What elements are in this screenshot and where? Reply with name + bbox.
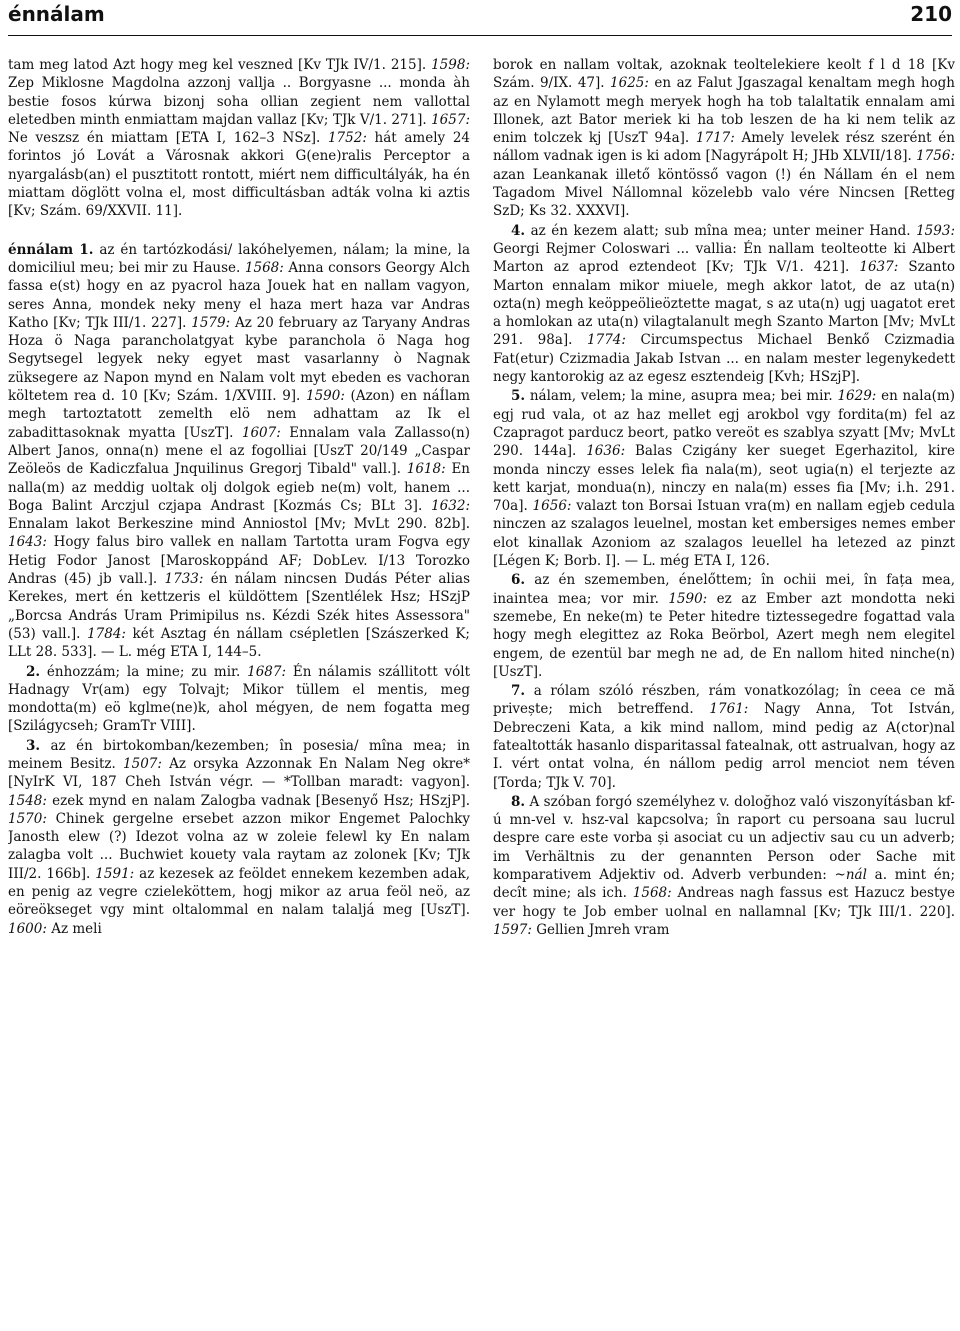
entry-text: En nalla(m) az meddig uoltak olj dolgok egieb ne(m) volt, hanem ... Boga Balint Arczjul czjapa Andrast [Kozmás Cs; BLt 3]. (8, 461, 470, 514)
sense-label: 6. (511, 572, 526, 589)
sense-label: 4. (511, 222, 526, 239)
entry-text: két Asztag én nállam csépletlen [Szászerked K; LLt 28. 533]. — L. még ETA I, 144–5. (8, 625, 470, 661)
citation-year: 1507: (123, 755, 162, 772)
citation-year: 1570: (8, 810, 47, 827)
entry-paragraph (493, 571, 955, 681)
entry-text: Az orsyka Azzonnak En Nalam Neg okre* [NyIrK VI, 187 Cheh István végr. — *Tollban maradt: vagyon]. (8, 755, 470, 791)
citation-year: 1591: (95, 865, 135, 882)
citation-year: 1637: (859, 259, 899, 276)
citation-year: 1657: (431, 111, 470, 128)
entry-paragraph (8, 663, 470, 736)
entry-text: valazt ton Borsai Istuan vra(m) en nallam egjeb cedula ninczen az szalagos leuelnel, mostan ket embersiges nemes ember elot kinallak Azoniom az szalagos leuellel ha letezed az pinzt [Légen K; Borb. I]. — L. még ETA I, 126. (493, 498, 955, 570)
entry-text: Balas Czigány ker sueget Egerhazitol, kire monda ninczy esses lelek fia nala(m), seot ugia(n) el terjezte az kett karjat, mondua(n), ninczy en nala(m) esses fia [Mv; i.h. 291. 70a]. (493, 443, 955, 515)
citation-year: 1752: (327, 130, 367, 147)
sense-label: 8. (511, 793, 526, 810)
citation-year: 1784: (87, 625, 126, 642)
entry-text: a rólam szóló részben, rám vonatkozólag; în ceea ce mă privește; mich betreffend. (493, 683, 955, 718)
entry-text: én nálam nincsen Dudás Péter alias Kerekes, mert én kettzeris el küldöttem [Szentlélek Hsz; HSzjP „Borcsa András Uram Primipilus ns. Kézdi Szék hites Assessora" (53) vall.]. (8, 571, 470, 642)
entry-paragraph (8, 241, 470, 662)
citation-year: 1597: (493, 921, 532, 938)
entry-paragraph (493, 682, 955, 792)
citation-year: 1632: (431, 497, 470, 514)
citation-year: 1590: (668, 590, 708, 607)
entry-text: Ne veszsz én miattam [ETA I, 162–3 NSz]. (8, 130, 328, 147)
entry-text: Én nálamis szállitott vólt Hadnagy Vr(am) egy Tolvajt; Mikor tüllem el mentis, meg mondotta(m) eö kglme(ne)k, ahol mégyen, de nem fogatta meg [Szilágycseh; GramTr VIII]. (8, 663, 470, 735)
citation-year: 1717: (695, 130, 735, 147)
entry-text: az én birtokomban/kezemben; în posesia/ mîna mea; in meinem Besitz. (8, 737, 470, 772)
citation-year: ~nál (834, 867, 867, 884)
sense-label: 2. (26, 663, 41, 680)
entry-text: A szóban forgó személyhez v. doloğhoz való viszonyításban kf-ú mn-vel v. hsz-val kapcsolva; în raport cu persoana sau lucrul despre care este vorba și asociat cu un adjectiv sau cu un adverb; im Verhältnis zu der genannten Person oder Sache mit komparativem Adjektiv od. Adverb verbunden: (493, 793, 955, 884)
entry-text: en nala(m) egj rud vala, ot az haz mellet egj arokbol vgy fordita(m) fel az Czapragot parducz beort, patko vereöt es szablya szyatt [Mv; MvLt 290. 144a]. (493, 388, 955, 460)
citation-year: 1756: (916, 148, 955, 165)
header-rule (8, 35, 952, 36)
entry-text: Amely levelek rész szerént én nállom vadnak igen is ki adom [Nagyrápolt H; JHb XLVII/18]. (493, 130, 955, 165)
citation-year: 1625: (610, 75, 649, 92)
entry-text: énhozzám; la mine; zu mir. (40, 663, 248, 680)
citation-year: 1598: (431, 57, 470, 73)
entry-text: hát amely 24 forintos jó Lovát a Városnak akkori G(ene)ralis Perceptor a nyargalásb(an) el pusztitott rontott, miért nem difficultályák, ha én miattam döglött volna el, most difficultásban adták volna ki aztis [Kv; Szám. 69/XXVII. 11]. (8, 130, 470, 220)
page-header (0, 0, 960, 30)
citation-year: 1629: (837, 388, 877, 405)
entry-text: Andreas nagh fassus est Hazucz bestye ver hogy te Job ember uolnal en nallamnal [Kv; TJk III/1. 220]. (493, 885, 955, 920)
entry-text: ezek mynd en nalam Zalogba vadnak [Besenyő Hsz; HSzjP]. (46, 792, 470, 809)
citation-year: 1568: (244, 259, 284, 276)
entry-text: Az meli (46, 920, 102, 937)
entry-text: tam meg latod Azt hogy meg kel veszned [Kv TJk IV/1. 215]. (8, 57, 432, 73)
citation-year: 1600: (8, 920, 47, 937)
entry-paragraph (8, 737, 470, 938)
citation-year: 1593: (916, 222, 955, 239)
citation-year: 1656: (532, 498, 572, 515)
sense-label: énnálam 1. (8, 241, 94, 258)
citation-year: 1548: (8, 792, 47, 809)
running-headword: énnálam (8, 2, 105, 26)
entry-text: az én tartózkodási/ lakóhelyemen, nálam; la mine, la domiciliul meu; bei mir zu Hause. (8, 241, 470, 276)
citation-year: 1687: (247, 663, 287, 680)
citation-year: 1607: (241, 424, 281, 441)
entry-text: Hogy falus biro vallek en nallam Tartotta uram Fogva egy Hetig Fodor Janost [Maroskoppánd AF; DobLev. I/13 Torozko Andras (45) jb vall.]. (8, 534, 470, 588)
entry-text: Zep Miklosne Magdolna azzonj vallja .. Borgyasne ... monda àh bestie fosos kúrwa bizonj soha ollian zegient nem vallottal eletedben minth enmiattam majdan vallaz [Kv; TJk V/1. 271]. (8, 75, 470, 128)
entry-paragraph (493, 793, 955, 939)
sense-label: 7. (511, 683, 526, 700)
sense-label: 3. (26, 737, 41, 754)
citation-year: 1761: (709, 701, 749, 718)
citation-year: 1643: (8, 534, 47, 551)
sense-label: 5. (511, 388, 526, 405)
entry-text: borok en nallam voltak, azoknak teoltelekiere keolt f l d 18 [Kv Szám. 9/IX. 47]. (493, 57, 955, 92)
entry-text: Georgi Rejmer Coloswari ... vallia: Én nallam teolteotte ki Albert Marton az aprod eztendeot [Kv; TJk V/1. 421]. (493, 240, 955, 276)
citation-year: 1590: (306, 388, 345, 405)
entry-text: azan Leankanak illető köntösső vagon (!) én Nállam én el nem Tagadom Mivel Nállomnal közelebb valo vére Nincsen [Retteg SzD; Ks 32. XXXVI]. (493, 166, 955, 220)
entry-text: az én szememben, énelőttem; în ochii mei, în fața mea, inaintea mea; vor mir. (493, 572, 955, 607)
citation-year: 1568: (632, 885, 672, 902)
entry-text: a. mint én; decît mine; als ich. (493, 867, 955, 902)
left-column (8, 56, 470, 1328)
entry-text: Nagy Anna, Tot István, Debreczeni Kata, a kik mind nallom, mind pedig az A(ctor)nal fatealtották hasanlo disparitassal fatealnak, ott astrualvan, hogy az I. vért ontat volna, én nállom pedig arrol menciot nem téven [Torda; TJk V. 70]. (493, 701, 955, 791)
entry-text: en az Falut Jgaszagal kenaltam megh hogh az en Nylamott megh meryek hogh ha tob talaltatik ennalam ami Illonek, azt Bator meriek ki ha tob leszen de ha ki nem telik az enim tolczek kj [UszT 94a]. (493, 75, 955, 147)
entry-text: Chinek gergelne ersebet azzon mikor Engemet Palochky Janosth elew (?) Idezot volna az w zoleie felewl ky En nalam zalagba volt ... Buchwiet kouety vala raytam az zolonek [Kv; TJk III/2. 166b]. (8, 810, 470, 882)
entry-text: Gellien Jmreh vram (531, 921, 670, 938)
entry-text: Anna consors Georgy Alch fassa e(st) hogy en az pyacrol haza Jouek hat en nallam vagyon, seres Anna, mondek neky meny el haza mert haza var Andras Katho [Kv; TJk III/1. 227]. (8, 259, 470, 331)
entry-text: az én kezem alatt; sub mîna mea; unter meiner Hand. (525, 222, 917, 239)
entry-text: nálam, velem; la mine, asupra mea; bei mir. (525, 388, 838, 405)
citation-year: 1636: (586, 443, 626, 460)
entry-paragraph (493, 387, 955, 570)
entry-paragraph (8, 56, 470, 221)
citation-year: 1733: (164, 571, 204, 588)
entry-text: az kezesek az feöldet ennekem kezemben adak, en penig az vegre czieleköttem, hogj mikor az arua feöl neö, az eöreökseget vgy mint oltalommal en nalam talaljá meg [UszT]. (8, 865, 470, 919)
citation-year: 1774: (587, 332, 626, 349)
entry-text: Circumspectus Michael Benkő Czizmadia Fat(etur) Czizmadia Jakab Istvan ... en nalam mester legenykedett negy kantorokig az az egesz esztendeig [Kvh; HSzjP]. (493, 332, 955, 386)
citation-year: 1618: (406, 461, 446, 478)
citation-year: 1579: (191, 314, 231, 331)
entry-paragraph (493, 56, 955, 221)
entry-paragraph (493, 222, 955, 387)
entry-text: (Azon) en náÍlam megh tartoztatott zemelth elö nem adhattam az Ik el zabadittasoknak myatta [UszT]. (8, 388, 470, 441)
right-column (493, 56, 955, 1328)
entry-text: ez az Ember azt mondotta neki szemebe, En neke(m) te Peter hitedre tiztessegedre fogattad vala hogy megh elegittez az Roka Beörbol, Azert megh nem elegitel engem, de ezentül bar megh ne ad, de En nallom hited ninche(n) [UszT]. (493, 590, 955, 680)
entry-text: Az 20 february az Taryany Andras Hoza ö Naga parancholatgyat kybe paranchola ö Naga hog Segytsegel legyek neky egyet mast vasarlanny ò Nagnak züksegere az Napon mynd en Nalam volt myt ebeden es vachoran költetem rea d. 10 [Kv; Szám. 1/XVIII. 9]. (8, 314, 470, 405)
entry-text: Ennalam lakot Berkeszine mind Anniostol [Mv; MvLt 290. 82b]. (8, 516, 470, 533)
entry-text: Ennalam vala Zallasso(n) Albert Janos, onna(n) mene el az fogolliai [UszT 20/149 „Caspar Zeöleös de Kadiczfalua Jnquilinus Gregorj Tibald" vall.]. (8, 424, 470, 478)
page-number: 210 (910, 2, 952, 26)
entry-text: Szanto Marton ennalam mikor miuele, megh akkor latot, de az uta(n) ozta(n) megh keöppeölieöztette magat, s az uta(n) ugj uagatot eret a homlokan az uta(n) vilagtalanult megh Szanto Marton [Mv; MvLt 291. 98a]. (493, 259, 955, 349)
